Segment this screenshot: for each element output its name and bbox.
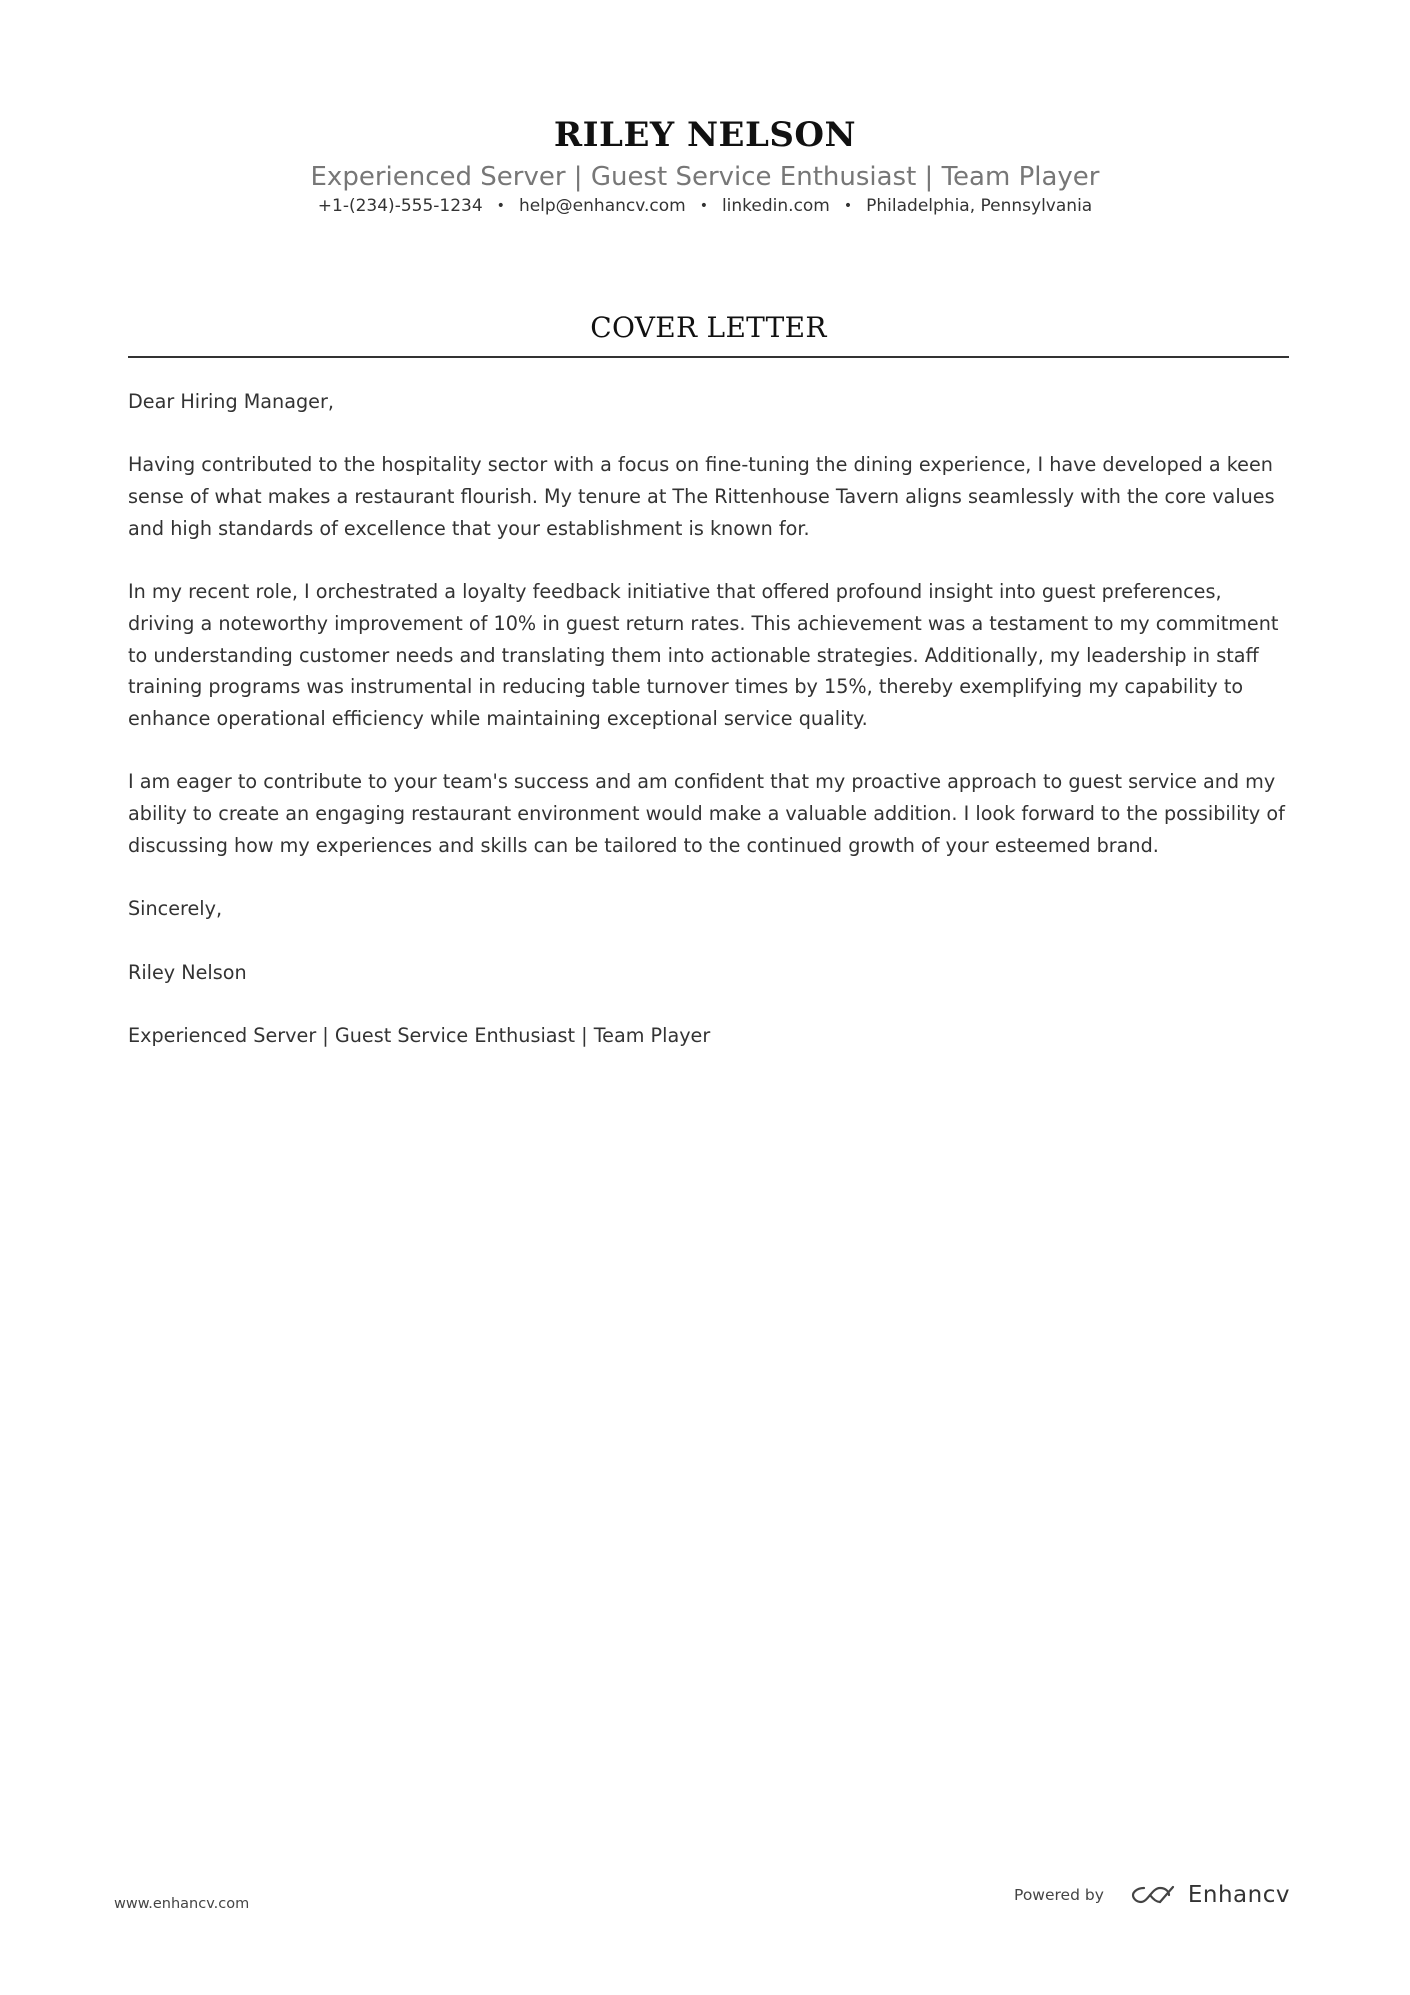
letter-paragraph: Having contributed to the hospitality sector with a focus on fine-tuning the dining experience, I have developed a keen sense of what makes a restaurant flourish. My tenure at The Rittenhouse Tavern aligns seamlessly with the core values and high standards of excellence that your establishment is known for. [128,453,1275,540]
closing: Sincerely, [128,897,223,921]
linkedin-link[interactable]: linkedin.com [721,196,830,216]
resume-header [0,112,1410,218]
brand-name: Enhancv [1187,1882,1290,1908]
signature-title: Experienced Server | Guest Service Enthusiast | Team Player [128,1023,711,1047]
email-address[interactable]: help@enhancv.com [518,196,686,216]
candidate-headline: Experienced Server | Guest Service Enthusiast | Team Player [310,162,1100,192]
footer-website[interactable]: www.enhancv.com [114,1896,250,1912]
powered-by-label: Powered by [1014,1886,1104,1904]
letter-body [128,386,1289,1083]
section-title: COVER LETTER [590,311,827,344]
section-divider [128,356,1289,358]
location: Philadelphia, Pennsylvania [866,196,1093,216]
contact-info [0,194,1410,218]
contact-separator: • [843,198,853,214]
candidate-name: RILEY NELSON [553,115,857,155]
signature-name: Riley Nelson [128,960,247,984]
contact-separator: • [496,198,505,214]
salutation: Dear Hiring Manager, [128,390,334,413]
footer-branding [1014,1882,1290,1908]
enhancv-logo-icon [1130,1882,1176,1908]
contact-separator: • [699,198,708,214]
phone-number: +1-(234)-555-1234 [317,196,483,216]
letter-paragraph: In my recent role, I orchestrated a loyalty feedback initiative that offered profound insight into guest preferences, driving a noteworthy improvement of 10% in guest return rates. This achievement was a testament to my commitment to understanding customer needs and translating them into actionable strategies. Additionally, my leadership in staff training programs was instrumental in reducing table turnover times by 15%, thereby exemplifying my capability to enhance operational efficiency while maintaining exceptional service quality. [128,580,1279,730]
letter-paragraph: I am eager to contribute to your team's success and am confident that my proactive approach to guest service and my ability to create an engaging restaurant environment would make a valuable addition. I look forward to the possibility of discussing how my experiences and skills can be tailored to the continued growth of your esteemed brand. [128,770,1285,857]
